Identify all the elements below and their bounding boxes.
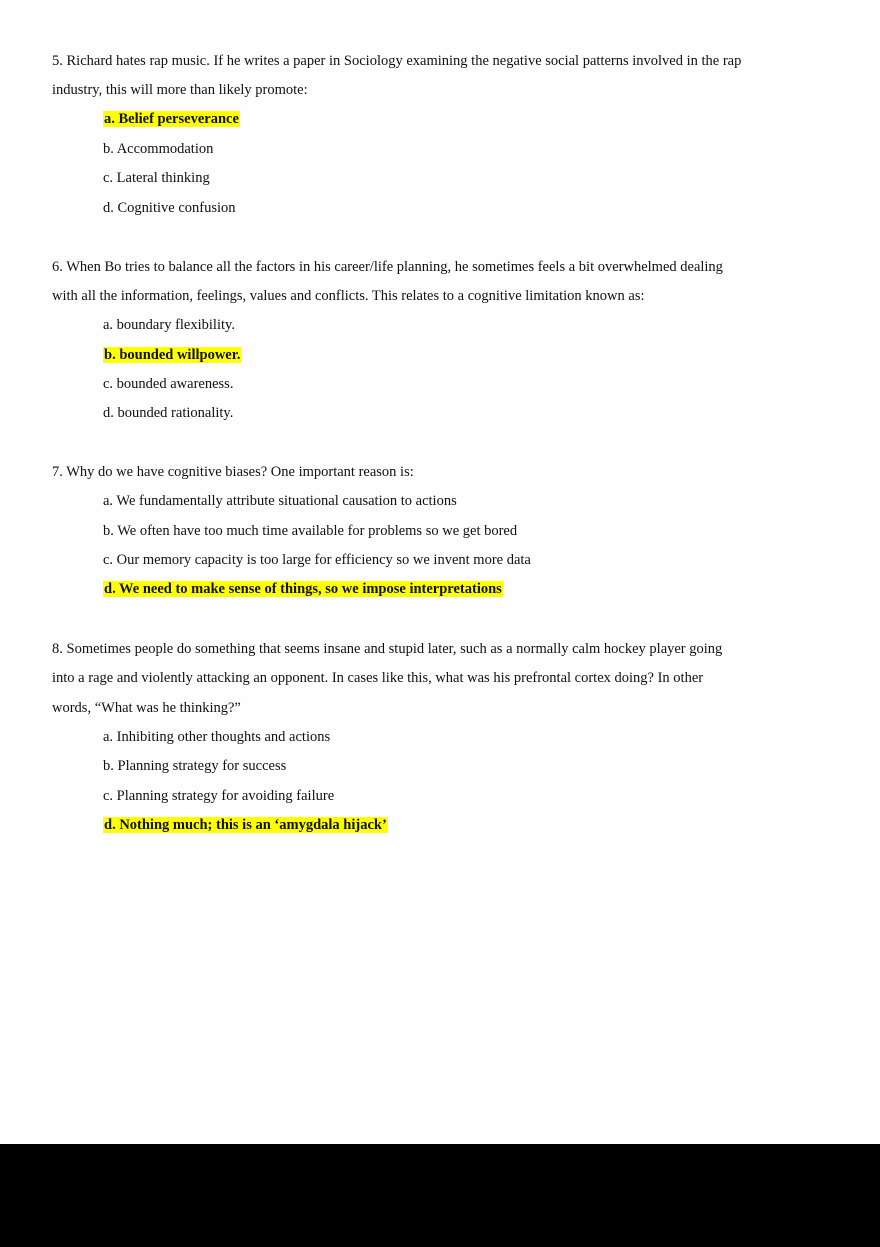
question-7-option-a: a. We fundamentally attribute situational causation to actions — [103, 493, 457, 509]
question-8-option-b: b. Planning strategy for success — [103, 758, 287, 774]
question-6-stem-line-1: 6. When Bo tries to balance all the factors in his career/life planning, he sometimes feels a bit overwhelmed dealing — [52, 259, 723, 275]
question-8-option-c: c. Planning strategy for avoiding failure — [103, 788, 335, 804]
question-8-option-d — [103, 816, 388, 834]
question-5-stem-line-2: industry, this will more than likely promote: — [52, 82, 308, 98]
question-7-option-c: c. Our memory capacity is too large for efficiency so we invent more data — [103, 552, 531, 568]
question-6-option-b — [103, 346, 241, 364]
question-8-option-a: a. Inhibiting other thoughts and actions — [103, 729, 331, 745]
question-8-stem-line-3: words, “What was he thinking?” — [52, 700, 241, 716]
question-7-stem-line-1: 7. Why do we have cognitive biases? One important reason is: — [52, 464, 414, 480]
answer-highlight: a. Belief perseverance — [104, 111, 239, 127]
question-8-stem-line-2: into a rage and violently attacking an opponent. In cases like this, what was his prefrontal cortex doing? In other — [52, 670, 704, 686]
question-5-option-d: d. Cognitive confusion — [103, 200, 236, 216]
question-5-option-a — [103, 110, 240, 128]
answer-highlight: b. bounded willpower. — [104, 347, 241, 363]
question-5-option-b: b. Accommodation — [103, 141, 214, 157]
question-8-stem-line-1: 8. Sometimes people do something that seems insane and stupid later, such as a normally calm hockey player going — [52, 641, 723, 657]
answer-highlight: d. We need to make sense of things, so we impose interpretations — [104, 581, 502, 597]
question-6-stem-line-2: with all the information, feelings, values and conflicts. This relates to a cognitive limitation known as: — [52, 288, 645, 304]
question-7-option-d — [103, 580, 503, 598]
question-5-stem-line-1: 5. Richard hates rap music. If he writes a paper in Sociology examining the negative social patterns involved in the rap — [52, 53, 742, 69]
answer-highlight: d. Nothing much; this is an ‘amygdala hijack’ — [104, 817, 387, 833]
question-5-option-c: c. Lateral thinking — [103, 170, 210, 186]
question-6-option-a: a. boundary flexibility. — [103, 317, 235, 333]
question-7-option-b: b. We often have too much time available for problems so we get bored — [103, 523, 518, 539]
question-6-option-c: c. bounded awareness. — [103, 376, 234, 392]
question-6-option-d: d. bounded rationality. — [103, 405, 234, 421]
